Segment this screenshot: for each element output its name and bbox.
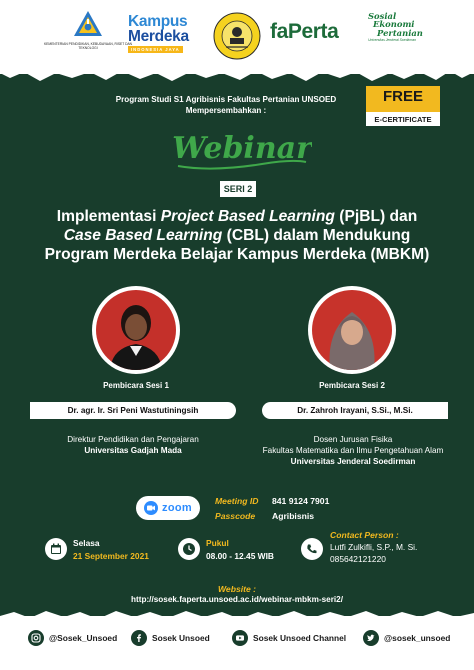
title-line-1: [20, 207, 454, 226]
speaker-1-position: Direktur Pendidikan dan Pengajaran: [67, 435, 199, 444]
zoom-camera-icon: [144, 501, 158, 515]
km-merdeka-text: Merdeka: [128, 28, 189, 45]
speaker-2-name: Dr. Zahroh Irayani, S.Si., M.Si.: [262, 402, 448, 419]
speaker-2-avatar: [312, 290, 392, 370]
speaker-1-avatar: [96, 290, 176, 370]
twitter-icon: [363, 630, 379, 646]
event-title: [20, 207, 454, 264]
presenter-line-2: Mempersembahkan :: [185, 106, 267, 115]
sosek-line-3: Pertanian: [377, 27, 423, 38]
social-youtube[interactable]: [232, 630, 346, 646]
social-twitter[interactable]: [363, 630, 450, 646]
title-l1-c: (PjBL) dan: [334, 208, 418, 225]
unsoed-seal-icon: [213, 12, 261, 60]
km-tagline: INDONESIA JAYA: [128, 46, 183, 53]
speaker-2-position-2: Fakultas Matematika dan Ilmu Pengetahuan Alam: [262, 446, 444, 455]
instagram-handle: @Sosek_Unsoed: [49, 633, 118, 643]
ministry-caption: KEMENTERIAN PENDIDIKAN, KEBUDAYAAN, RISET DAN TEKNOLOGI: [43, 42, 133, 50]
free-text: FREE: [382, 88, 423, 105]
facebook-page: Sosek Unsoed: [152, 633, 210, 643]
speaker-1-session: Pembicara Sesi 1: [103, 381, 169, 390]
kampus-merdeka-logo: [128, 14, 224, 53]
social-instagram[interactable]: [28, 630, 117, 646]
speaker-1-photo: [96, 290, 176, 370]
title-l1-a: Implementasi: [56, 208, 161, 225]
facebook-icon: [131, 630, 147, 646]
website-label: Website :: [217, 584, 257, 594]
title-line-2: [20, 226, 454, 245]
instagram-icon: [28, 630, 44, 646]
speaker-2-institution: Universitas Jenderal Soedirman: [290, 457, 416, 466]
presenter-line-1: Program Studi S1 Agribisnis Fakultas Pertanian UNSOED: [115, 95, 337, 104]
calendar-icon: [45, 538, 67, 560]
twitter-handle: @sosek_unsoed: [384, 633, 451, 643]
phone-icon: [301, 538, 323, 560]
title-l1-b: Project Based Learning: [160, 208, 335, 225]
series-badge: SERI 2: [220, 181, 256, 197]
speaker-2-role: [246, 434, 460, 467]
webinar-text: Webinar: [172, 131, 312, 166]
time-label: Pukul: [206, 538, 229, 548]
event-day: Selasa: [73, 538, 100, 548]
e-certificate-label: E-CERTIFICATE: [366, 112, 440, 126]
unsoed-seal-logo: [213, 12, 261, 60]
youtube-icon: [232, 630, 248, 646]
meeting-id-label: Meeting ID: [215, 496, 259, 506]
event-date: 21 September 2021: [73, 551, 149, 561]
faperta-logo: [270, 20, 360, 44]
sosek-line-2: Ekonomi: [373, 19, 415, 30]
faperta-wordmark: faPerta: [270, 20, 339, 43]
website-url[interactable]: http://sosek.faperta.unsoed.ac.id/webinar-mbkm-seri2/: [130, 595, 344, 604]
speaker-1-name: Dr. agr. Ir. Sri Peni Wastutiningsih: [30, 402, 236, 419]
speaker-2-photo: [312, 290, 392, 370]
sosek-line-4: Universitas Jenderal Soedirman: [368, 38, 417, 43]
title-line-3: Program Merdeka Belajar Kampus Merdeka (MBKM): [44, 246, 430, 263]
speaker-1-role: [30, 434, 236, 456]
km-kampus-text: Kampus: [128, 13, 188, 30]
contact-name: Lutfi Zulkifli, S.P., M. Si.: [330, 542, 418, 552]
time-value: 08.00 - 12.45 WIB: [206, 551, 274, 561]
youtube-channel: Sosek Unsoed Channel: [253, 633, 347, 643]
title-l2-a: Case Based Learning: [63, 227, 223, 244]
zoom-logo: [136, 496, 200, 520]
speaker-2-session: Pembicara Sesi 2: [319, 381, 385, 390]
kemendikbud-logo: [38, 10, 138, 50]
passcode-label: Passcode: [215, 511, 256, 521]
zoom-wordmark: zoom: [162, 502, 192, 514]
contact-person-label: Contact Person :: [330, 530, 399, 540]
sosek-line-1: Sosial: [368, 11, 397, 21]
meeting-id-value: 841 9124 7901: [272, 496, 330, 506]
webinar-script-title: [172, 126, 312, 172]
presenter-text: [106, 94, 346, 116]
clock-icon: [178, 538, 200, 560]
title-l2-b: (CBL) dalam Mendukung: [222, 227, 411, 244]
sosek-logo: [368, 12, 424, 42]
social-facebook[interactable]: [131, 630, 210, 646]
speaker-1-institution: Universitas Gadjah Mada: [84, 446, 182, 455]
torn-paper-edge: [0, 62, 474, 88]
contact-phone: 085642121220: [330, 554, 386, 564]
tut-wuri-handayani-icon: [73, 10, 103, 40]
passcode-value: Agribisnis: [272, 511, 315, 521]
speaker-2-position-1: Dosen Jurusan Fisika: [313, 435, 393, 444]
